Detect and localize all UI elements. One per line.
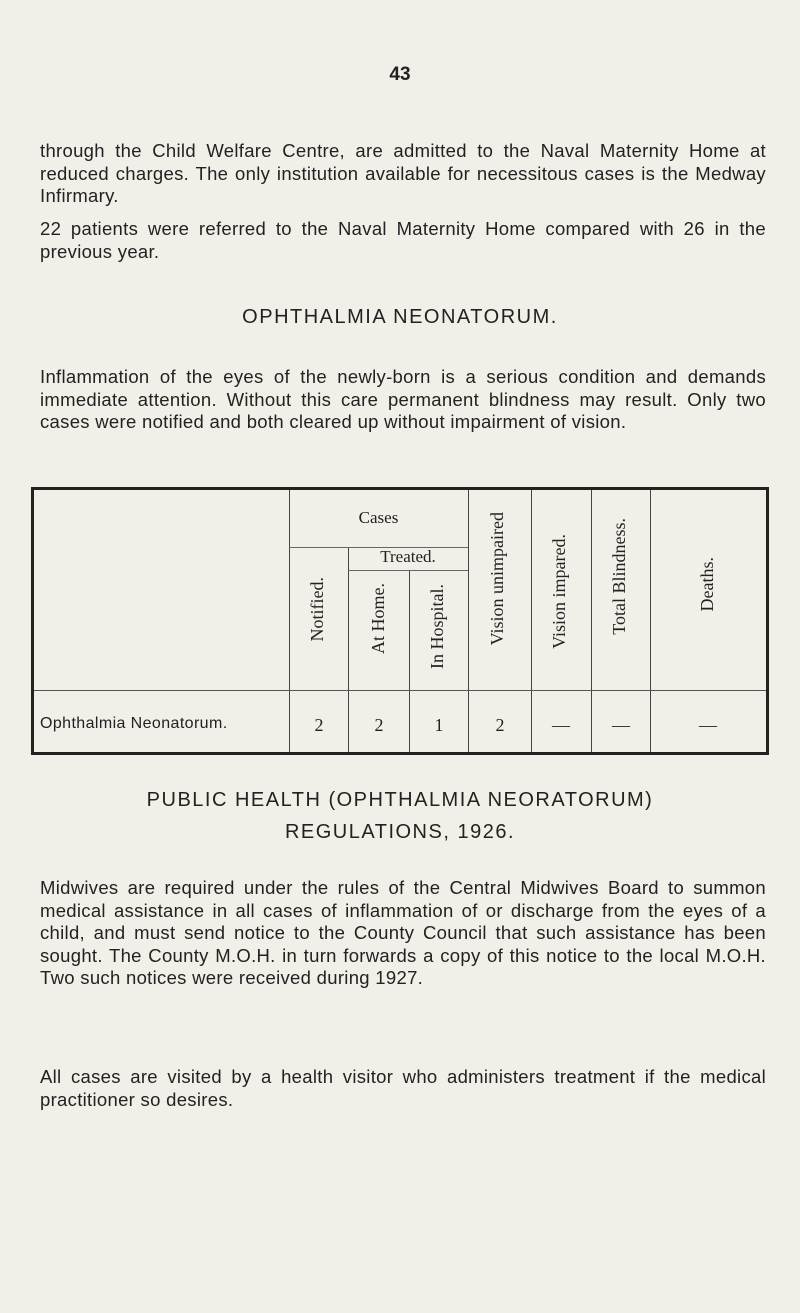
divider-vision-impaired — [591, 490, 592, 752]
header-deaths: Deaths. — [697, 557, 717, 612]
row-label-ophthalmia-neonatorum: Ophthalmia Neonatorum. — [40, 715, 228, 732]
cell-deaths: — — [699, 715, 717, 735]
rule-header-body — [34, 690, 766, 691]
divider-label-col — [289, 490, 290, 752]
paragraph-health-visitor: All cases are visited by a health visitor who administers treatment if the medical practitioner so desires. — [40, 1066, 766, 1110]
paragraph-midwives: Midwives are required under the rules of the Central Midwives Board to summon medical assistance in all cases of inflammation of or discharge from the eyes of a child, and must send notice to the County Council that such assistance has been sought. The County M.O.H. in turn forwards a copy of this notice to the local M.O.H. Two such notices were received during 1927. — [40, 877, 766, 988]
divider-at-home — [409, 570, 410, 752]
divider-notified — [348, 547, 349, 752]
cell-notified: 2 — [314, 715, 324, 735]
divider-total-blindness — [650, 490, 651, 752]
header-vision-impaired: Vision impared. — [549, 534, 569, 649]
table-bottom-rule — [31, 752, 769, 755]
page-number: 43 — [389, 64, 411, 85]
rule-under-treated — [348, 570, 468, 571]
header-notified: Notified. — [307, 577, 327, 642]
heading-regulations-line1: PUBLIC HEALTH (OPHTHALMIA NEORATORUM) — [146, 789, 654, 811]
ophthalmia-table — [31, 487, 769, 755]
paragraph-patients-referred: 22 patients were referred to the Naval Maternity Home compared with 26 in the previous year. — [40, 218, 766, 262]
divider-vision-unimpaired — [531, 490, 532, 752]
header-total-blindness: Total Blindness. — [609, 518, 629, 635]
paragraph-naval-maternity: through the Child Welfare Centre, are admitted to the Naval Maternity Home at reduced charges. The only institution available for necessitous cases is the Medway Infirmary. — [40, 140, 766, 206]
paragraph-inflammation: Inflammation of the eyes of the newly-born is a serious condition and demands immediate attention. Without this care permanent blindness may result. Only two cases were notified and both cleared up without impairment of vision. — [40, 366, 766, 432]
header-treated: Treated. — [380, 547, 436, 566]
header-at-home: At Home. — [368, 583, 388, 654]
cell-at-home: 2 — [374, 715, 384, 735]
table-right-border — [766, 487, 769, 755]
cell-total-blindness: — — [612, 715, 630, 735]
heading-regulations-line2: REGULATIONS, 1926. — [284, 821, 516, 843]
table-left-border — [31, 487, 34, 755]
heading-ophthalmia-neonatorum: OPHTHALMIA NEONATORUM. — [242, 306, 558, 328]
cell-in-hospital: 1 — [434, 715, 444, 735]
divider-cases — [468, 490, 469, 752]
cell-vision-impaired: — — [552, 715, 570, 735]
header-cases: Cases — [358, 508, 399, 527]
cell-vision-unimpaired: 2 — [495, 715, 505, 735]
table-top-rule — [31, 487, 769, 490]
header-vision-unimpaired: Vision unimpaired — [487, 512, 507, 646]
header-in-hospital: In Hospital. — [427, 584, 447, 669]
